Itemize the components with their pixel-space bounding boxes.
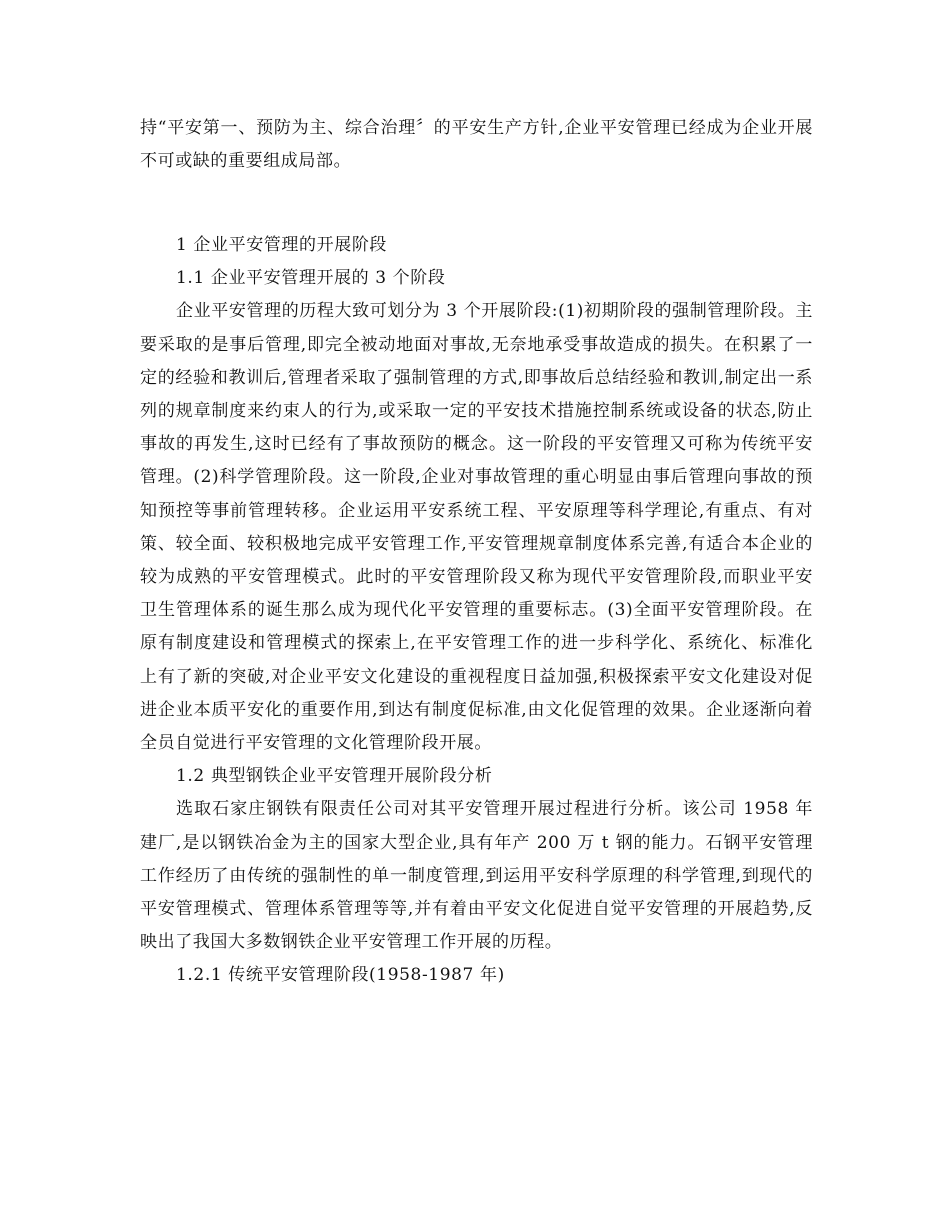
main-text-block — [140, 229, 813, 993]
intro-paragraph: 持“平安第一、预防为主、综合治理〞的平安生产方针,企业平安管理已经成为企业开展不可或缺的重要组成局部。 — [140, 118, 813, 172]
section-1-heading: 1 企业平安管理的开展阶段 — [176, 235, 388, 255]
section-1-1-body: 企业平安管理的历程大致可划分为 3 个开展阶段:(1)初期阶段的强制管理阶段。主要采取的是事后管理,即完全被动地面对事故,无奈地承受事故造成的损失。在积累了一定的经验和教训后,管理者采取了强制管理的方式,即事故后总结经验和教训,制定出一系列的规章制度来约束人的行为,或采取一定的平安技术措施控制系统或设备的状态,防止事故的再发生,这时已经有了事故预防的概念。这一阶段的平安管理又可称为传统平安管理。(2)科学管理阶段。这一阶段,企业对事故管理的重心明显由事后管理向事故的预知预控等事前管理转移。企业运用平安系统工程、平安原理等科学理论,有重点、有对策、较全面、较积极地完成平安管理工作,平安管理规章制度体系完善,有适合本企业的较为成熟的平安管理模式。此时的平安管理阶段又称为现代平安管理阶段,而职业平安卫生管理体系的诞生那么成为现代化平安管理的重要标志。(3)全面平安管理阶段。在原有制度建设和管理模式的探索上,在平安管理工作的进一步科学化、系统化、标准化上有了新的突破,对企业平安文化建设的重视程度日益加强,积极探索平安文化建设对促进企业本质平安化的重要作用,到达有制度促标准,由文化促管理的效果。企业逐渐向着全员自觉进行平安管理的文化管理阶段开展。 — [140, 301, 813, 754]
section-1-2-body: 选取石家庄钢铁有限责任公司对其平安管理开展过程进行分析。该公司 1958 年建厂,是以钢铁冶金为主的国家大型企业,具有年产 200 万 t 钢的能力。石钢平安管理工作经历了由传统的强制性的单一制度管理,到运用平安科学原理的科学管理,到现代的平安管理模式、管理体系管理等等,并有着由平安文化促进自觉平安管理的开展趋势,反映出了我国大多数钢铁企业平安管理工作开展的历程。 — [140, 799, 813, 953]
section-1-2-heading: 1.2 典型钢铁企业平安管理开展阶段分析 — [176, 766, 493, 787]
section-1-1-heading: 1.1 企业平安管理开展的 3 个阶段 — [176, 268, 446, 289]
intro-block — [140, 112, 813, 178]
section-1-2-1-heading: 1.2.1 传统平安管理阶段(1958-1987 年) — [176, 965, 505, 986]
